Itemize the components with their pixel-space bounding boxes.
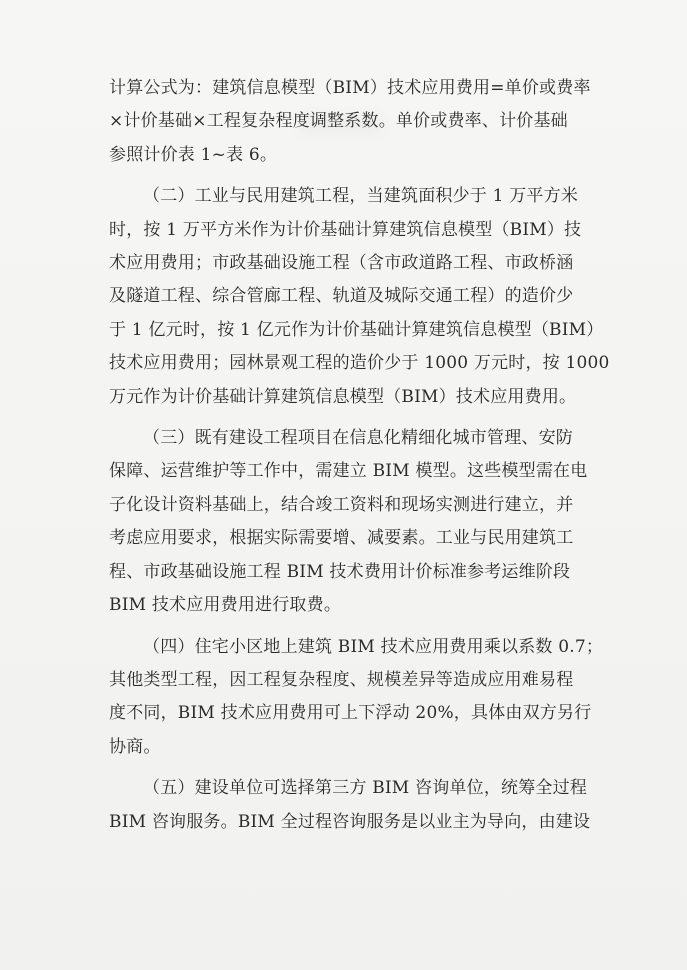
text-line: BIM 技术应用费用进行取费。 [109,595,342,616]
text-line: 时，按 1 万平方米作为计价基础计算建筑信息模型（BIM）技 [109,219,582,240]
text-line: 考虑应用要求，根据实际需要增、减要素。工业与民用建筑工 [109,528,574,549]
text-line: 及隧道工程、综合管廊工程、轨道及城际交通工程）的造价少 [109,286,574,307]
paragraph-item-3 [109,422,609,622]
text-line: （五）建设单位可选择第三方 BIM 咨询单位，统筹全过程 [143,778,588,799]
text-line: 程、市政基础设施工程 BIM 技术费用计价标准参考运维阶段 [109,561,571,582]
text-line: 计算公式为：建筑信息模型（BIM）技术应用费用=单价或费率 [109,78,591,98]
text-line: 子化设计资料基础上，结合竣工资料和现场实测进行建立，并 [109,494,574,515]
text-line: 其他类型工程，因工程复杂程度、规模差异等造成应用难易程 [109,669,574,690]
text-line: （三）既有建设工程项目在信息化精细化城市管理、安防 [143,428,573,449]
text-line: 度不同，BIM 技术应用费用可上下浮动 20%，具体由双方另行 [109,703,592,724]
text-line: 万元作为计价基础计算建筑信息模型（BIM）技术应用费用。 [109,386,577,407]
paragraph-formula [109,72,609,172]
text-line: （二）工业与民用建筑工程，当建筑面积少于 1 万平方米 [143,186,579,207]
text-line: 参照计价表 1~表 6。 [109,144,278,165]
text-line: BIM 咨询服务。BIM 全过程咨询服务是以业主为导向，由建设 [109,811,591,832]
document-body [109,72,609,847]
text-line: 保障、运营维护等工作中，需建立 BIM 模型。这些模型需在电 [109,461,588,482]
paragraph-item-5 [109,772,609,839]
paragraph-item-4 [109,631,609,765]
text-line: 协商。 [109,736,161,757]
paragraph-item-2 [109,180,609,414]
text-line: 于 1 亿元时，按 1 亿元作为计价基础计算建筑信息模型（BIM） [109,319,604,340]
text-line: 技术应用费用；园林景观工程的造价少于 1000 万元时，按 1000 [109,353,610,374]
text-line: ×计价基础×工程复杂程度调整系数。单价或费率、计价基础 [109,111,568,132]
text-line: 术应用费用；市政基础设施工程（含市政道路工程、市政桥涵 [109,253,574,274]
text-line: （四）住宅小区地上建筑 BIM 技术应用费用乘以系数 0.7； [143,636,604,657]
